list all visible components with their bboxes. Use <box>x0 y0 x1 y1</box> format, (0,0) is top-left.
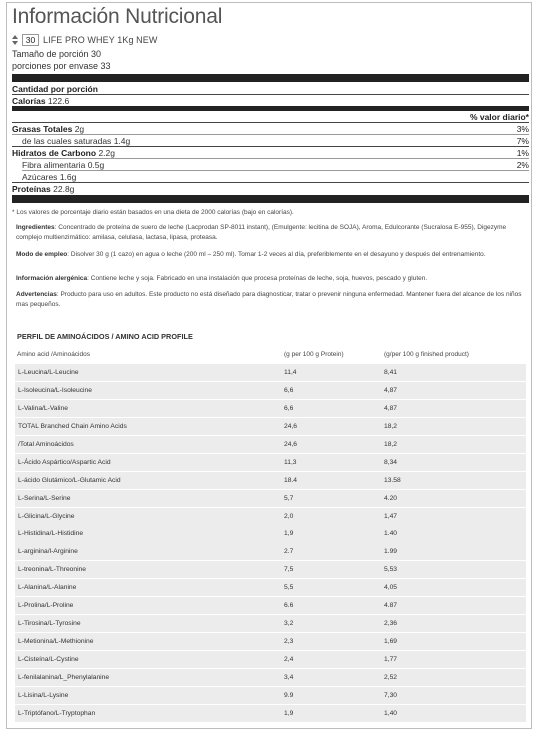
amino-name-cell: L-Triptófano/L-Tryptophan <box>18 709 96 717</box>
table-row <box>15 525 526 542</box>
amino-protein-cell: 1,9 <box>284 709 294 717</box>
nutrient-label: de las cuales saturadas <box>22 136 112 146</box>
table-row <box>15 418 526 435</box>
table-row <box>15 615 526 632</box>
amino-protein-cell: 24,6 <box>284 422 298 430</box>
amino-protein-cell: 18.4 <box>284 476 298 484</box>
servings-per-container: porciones por envase 33 <box>12 61 111 71</box>
quantity-stepper[interactable] <box>12 34 19 46</box>
amino-name-cell: L-Histidina/L-Histidine <box>18 530 84 538</box>
table-row <box>15 651 526 668</box>
ingredients-paragraph <box>16 223 526 242</box>
amino-product-cell: 5,53 <box>384 566 398 574</box>
amino-product-cell: 1,40 <box>384 709 398 717</box>
amino-protein-cell: 1,9 <box>284 530 294 538</box>
amino-protein-cell: 11,3 <box>284 458 297 466</box>
amino-product-cell: 8,34 <box>384 458 398 466</box>
table-row <box>15 436 526 453</box>
amino-header-name: Amino acid /Aminoácidos <box>17 351 90 358</box>
amino-name-cell: L-fenilalanina/L_Phenylalanine <box>18 673 110 681</box>
table-row <box>15 472 526 489</box>
allergens-paragraph <box>16 274 526 284</box>
page-title: Información Nutricional <box>12 5 223 28</box>
amino-name-cell: L-ácido Glutámico/L-Glutamic Acid <box>18 476 121 484</box>
usage-text: : Disolver 30 g (1 cazo) en agua o leche (200 ml – 250 ml). Tomar 1-2 veces al día, preferiblemente en el desayuno y después del entrenamiento. <box>67 251 486 258</box>
amino-product-cell: 1,77 <box>384 656 398 663</box>
table-row <box>15 490 526 507</box>
warnings-paragraph <box>16 290 526 309</box>
amino-name-cell: L-Alanina/L-Alanine <box>18 584 77 592</box>
amino-protein-cell: 6.6 <box>284 602 294 610</box>
warnings-label: Advertencias <box>16 291 57 298</box>
amino-product-cell: 4,05 <box>384 584 398 592</box>
amino-name-cell: /Total Aminoácidos <box>18 440 74 448</box>
amino-protein-cell: 2,0 <box>284 512 294 520</box>
nutrient-pct: 2% <box>516 160 529 170</box>
amino-product-cell: 4.87 <box>384 602 398 610</box>
table-row <box>15 561 526 578</box>
nutrient-pct: 3% <box>516 124 529 134</box>
nutrient-value: 1.6g <box>59 172 77 182</box>
amino-name-cell: L-Glicina/L-Glycine <box>18 512 75 520</box>
amino-table-header <box>17 351 525 361</box>
table-row <box>15 364 526 381</box>
amino-product-cell: 8,41 <box>384 369 398 376</box>
nutrient-label: Hidratos de Carbono <box>12 148 97 158</box>
amino-protein-cell: 5,5 <box>284 584 294 592</box>
amino-name-cell: L-Serina/L-Serine <box>18 494 71 502</box>
amino-name-cell: L-Metionina/L-Methionine <box>18 638 94 646</box>
amino-profile-title: PERFIL DE AMINOÁCIDOS / AMINO ACID PROFILE <box>17 332 193 341</box>
chevron-up-icon[interactable] <box>12 35 18 39</box>
amino-name-cell: L-Prolina/L-Proline <box>18 602 74 610</box>
table-row <box>15 633 526 650</box>
usage-label: Modo de empleo <box>16 251 68 258</box>
table-row <box>15 508 526 525</box>
amino-protein-cell: 2,4 <box>284 656 294 663</box>
amino-header-product: (g/per 100 g finished product) <box>384 351 469 358</box>
table-row <box>15 705 526 722</box>
nutrient-value: 2g <box>74 124 85 134</box>
amino-protein-cell: 9.9 <box>284 691 294 699</box>
amino-product-cell: 1,47 <box>384 512 398 520</box>
footnote: * Los valores de porcentaje diario están basados en una dieta de 2000 calorías (bajo en calorías). <box>12 209 294 216</box>
nutrient-row <box>12 183 529 195</box>
amino-protein-cell: 6,6 <box>284 404 294 412</box>
amino-protein-cell: 24,6 <box>284 440 298 448</box>
amino-product-cell: 1.40 <box>384 530 398 538</box>
amino-name-cell: L-Tirosina/L-Tyrosine <box>18 620 81 628</box>
amino-name-cell: L-treonina/L-Threonine <box>18 566 87 574</box>
table-row <box>15 543 526 560</box>
quantity-input[interactable]: 30 <box>22 34 39 46</box>
amino-product-cell: 13.58 <box>384 476 401 484</box>
amino-product-cell: 1.99 <box>384 548 398 556</box>
nutrient-value: 22.8g <box>53 184 75 194</box>
amino-name-cell: L-Isoleucina/L-Isoleucine <box>18 386 92 394</box>
serving-size: Tamaño de porción 30 <box>12 49 102 59</box>
product-name: LIFE PRO WHEY 1Kg NEW <box>43 35 158 45</box>
ingredients-text: : Concentrado de proteína de suero de leche (Lacprodan SP-8011 instant), (Emulgente: lecitina de SOJA), Aroma, Edulcorante (Sucralosa E-955), Digezyme complejo multienzimático: amilasa, celulasa, lactasa, lipasa, proteasa. <box>16 224 507 241</box>
amino-protein-cell: 2.7 <box>284 548 294 556</box>
nutrient-value: 1.4g <box>113 136 131 146</box>
nutrient-pct: 1% <box>516 148 529 158</box>
amino-name-cell: L-Valina/L-Valine <box>18 404 68 412</box>
table-row <box>15 400 526 417</box>
nutrient-label: Grasas Totales <box>12 124 73 134</box>
allergens-label: Información alergénica <box>16 275 88 282</box>
thick-divider <box>12 74 529 82</box>
allergens-text: : Contiene leche y soja. Fabricado en una instalación que procesa proteínas de leche, soja, huevos, pescado y gluten. <box>87 275 428 282</box>
chevron-down-icon[interactable] <box>12 41 18 45</box>
amount-per-serving: Cantidad por porción <box>12 84 98 94</box>
servings-selector <box>12 33 157 47</box>
amino-product-cell: 4,87 <box>384 404 398 412</box>
calories-label: Calorías <box>12 96 46 106</box>
nutrient-label: Fibra alimentaria <box>22 160 86 170</box>
amino-name-cell: L-Cisteína/L-Cystine <box>18 656 79 663</box>
amino-table <box>15 364 526 723</box>
usage-paragraph <box>16 250 526 260</box>
amino-product-cell: 2,36 <box>384 620 398 628</box>
amino-protein-cell: 6,6 <box>284 386 294 394</box>
table-row <box>15 687 526 704</box>
amino-name-cell: L-arginina/l-Arginine <box>18 548 78 556</box>
amino-protein-cell: 5,7 <box>284 494 294 502</box>
amino-product-cell: 2,52 <box>384 673 398 681</box>
calories-value: 122.6 <box>47 96 70 106</box>
amino-product-cell: 4,87 <box>384 386 398 394</box>
amino-name-cell: L-Leucina/L-Leucine <box>18 369 79 376</box>
amino-product-cell: 7,30 <box>384 691 398 699</box>
amino-product-cell: 18,2 <box>384 422 398 430</box>
amino-protein-cell: 7,5 <box>284 566 294 574</box>
nutrient-label: Proteínas <box>12 184 51 194</box>
nutrient-value: 2.2g <box>98 148 115 158</box>
amino-protein-cell: 11,4 <box>284 369 297 376</box>
amino-name-cell: L-Lisina/L-Lysine <box>18 691 69 699</box>
nutrient-pct: 7% <box>516 136 529 146</box>
nutrient-value: 0.5g <box>87 160 105 170</box>
amino-name-cell: TOTAL Branched Chain Amino Acids <box>18 422 127 430</box>
table-row <box>15 597 526 614</box>
amino-product-cell: 18,2 <box>384 440 398 448</box>
amino-protein-cell: 2,3 <box>284 638 294 646</box>
amino-protein-cell: 3,4 <box>284 673 294 681</box>
warnings-text: : Producto para uso en adultos. Este producto no está diseñado para diagnosticar, tratar o prevenir ninguna enfermedad. Mantener fuera del alcance de los niños mas pequeños. <box>16 291 522 308</box>
table-row <box>15 454 526 471</box>
amino-header-protein: (g per 100 g Protein) <box>284 351 344 358</box>
amino-product-cell: 4.20 <box>384 494 398 502</box>
amino-product-cell: 1,69 <box>384 638 398 646</box>
table-row <box>15 669 526 686</box>
thick-divider <box>12 195 529 203</box>
daily-value-header: % valor diario* <box>469 112 529 122</box>
ingredients-label: Ingredientes <box>16 224 55 231</box>
table-row <box>15 579 526 596</box>
amino-protein-cell: 3,2 <box>284 620 294 628</box>
amino-name-cell: L-Ácido Aspártico/Aspartic Acid <box>18 458 111 466</box>
table-row <box>15 382 526 399</box>
nutrient-label: Azúcares <box>22 172 58 182</box>
